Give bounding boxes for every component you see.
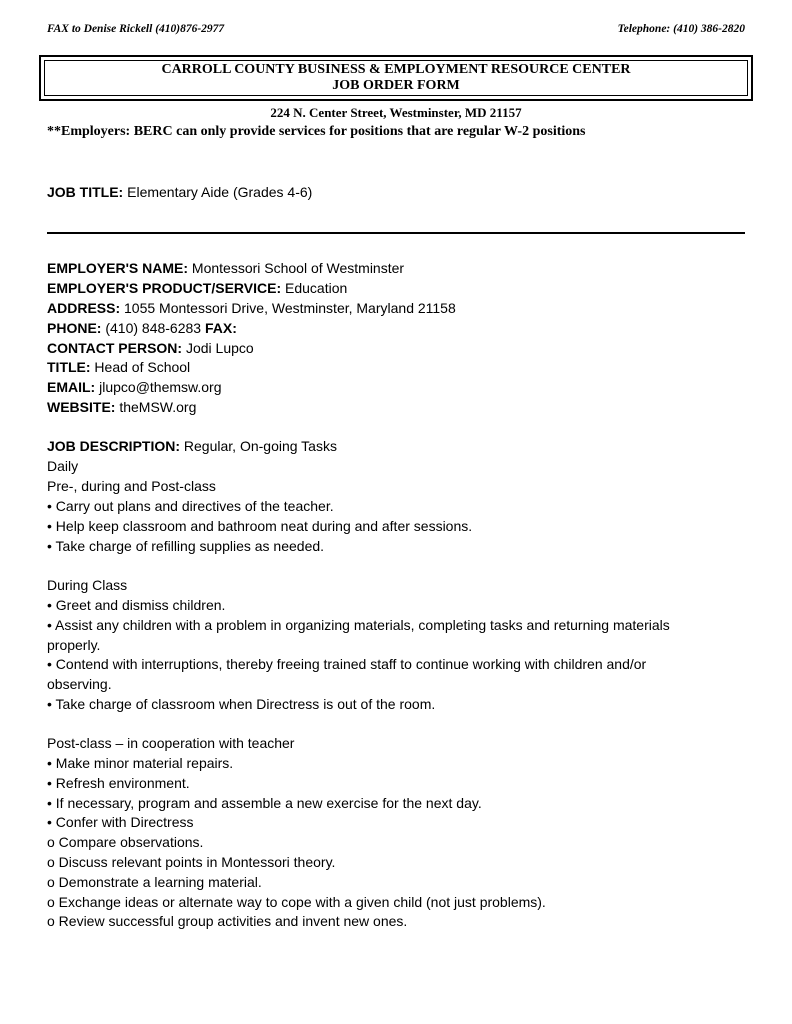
title-box-inner <box>44 60 748 96</box>
description-line: o Discuss relevant points in Montessori theory. <box>47 854 336 870</box>
employer-name-line <box>47 260 404 276</box>
contact-title-line <box>47 359 190 375</box>
employer-product-line <box>47 280 347 296</box>
employer-fax-label: FAX: <box>204 320 237 336</box>
description-line: Post-class – in cooperation with teacher <box>47 735 295 751</box>
employer-name-value: Montessori School of Westminster <box>188 260 405 276</box>
description-line: o Exchange ideas or alternate way to cope with a given child (not just problems). <box>47 894 546 910</box>
description-line: o Review successful group activities and invent new ones. <box>47 913 408 929</box>
job-description-value: Regular, On-going Tasks <box>180 438 337 454</box>
title-box <box>39 55 753 101</box>
email-label: EMAIL: <box>47 379 96 395</box>
description-line: • Carry out plans and directives of the teacher. <box>47 498 334 514</box>
description-line: • Help keep classroom and bathroom neat during and after sessions. <box>47 518 473 534</box>
website-value: theMSW.org <box>115 399 197 415</box>
contact-person-line <box>47 340 254 356</box>
contact-title-label: TITLE: <box>47 359 91 375</box>
employer-address-line <box>47 300 456 316</box>
website-label: WEBSITE: <box>47 399 116 415</box>
description-line: o Demonstrate a learning material. <box>47 874 262 890</box>
telephone-info: Telephone: (410) 386-2820 <box>617 23 745 35</box>
employer-notice: **Employers: BERC can only provide services for positions that are regular W-2 positions <box>47 124 586 139</box>
job-title-value: Elementary Aide (Grades 4-6) <box>123 184 313 200</box>
description-line: observing. <box>47 676 112 692</box>
employer-product-label: EMPLOYER'S PRODUCT/SERVICE: <box>47 280 282 296</box>
contact-person-value: Jodi Lupco <box>182 340 254 356</box>
job-description-line <box>47 438 337 454</box>
org-name: CARROLL COUNTY BUSINESS & EMPLOYMENT RESOURCE CENTER <box>161 62 631 77</box>
description-line: o Compare observations. <box>47 834 204 850</box>
description-line: • Make minor material repairs. <box>47 755 234 771</box>
description-line: • Confer with Directress <box>47 814 194 830</box>
employer-phone-line <box>47 320 237 336</box>
employer-name-label: EMPLOYER'S NAME: <box>47 260 189 276</box>
description-line: properly. <box>47 637 101 653</box>
employer-phone-label: PHONE: <box>47 320 102 336</box>
email-line <box>47 379 222 395</box>
description-line: • If necessary, program and assemble a new exercise for the next day. <box>47 795 482 811</box>
divider <box>47 232 745 234</box>
job-title-label: JOB TITLE: <box>47 184 124 200</box>
description-line: During Class <box>47 577 128 593</box>
fax-info: FAX to Denise Rickell (410)876-2977 <box>47 23 225 35</box>
header-line <box>47 23 745 39</box>
description-line: • Refresh environment. <box>47 775 190 791</box>
website-line <box>47 399 196 415</box>
description-line: Pre-, during and Post-class <box>47 478 216 494</box>
email-value: jlupco@themsw.org <box>95 379 222 395</box>
job-title-line <box>47 184 312 200</box>
employer-address-label: ADDRESS: <box>47 300 121 316</box>
description-line: • Take charge of classroom when Directress is out of the room. <box>47 696 436 712</box>
employer-product-value: Education <box>281 280 348 296</box>
description-line: • Assist any children with a problem in organizing materials, completing tasks and returning materials <box>47 617 670 633</box>
description-line: • Take charge of refilling supplies as needed. <box>47 538 325 554</box>
form-title: JOB ORDER FORM <box>332 78 460 93</box>
employer-phone-value: (410) 848-6283 <box>101 320 205 336</box>
contact-person-label: CONTACT PERSON: <box>47 340 183 356</box>
contact-title-value: Head of School <box>90 359 191 375</box>
org-address: 224 N. Center Street, Westminster, MD 21157 <box>270 105 522 120</box>
description-line: • Greet and dismiss children. <box>47 597 226 613</box>
job-description-label: JOB DESCRIPTION: <box>47 438 181 454</box>
description-line: Daily <box>47 458 79 474</box>
employer-address-value: 1055 Montessori Drive, Westminster, Maryland 21158 <box>120 300 456 316</box>
description-line: • Contend with interruptions, thereby freeing trained staff to continue working with children and/or <box>47 656 647 672</box>
